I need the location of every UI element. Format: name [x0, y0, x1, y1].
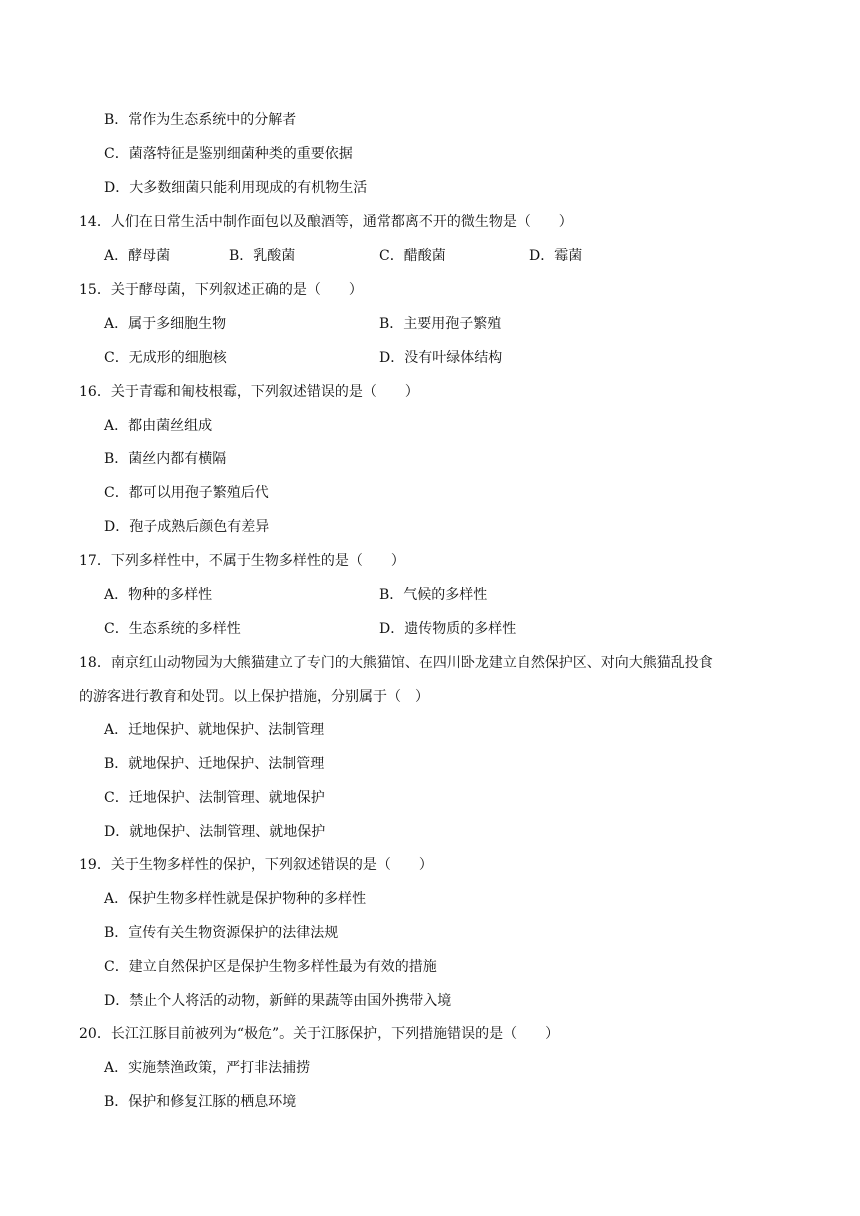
q15-stem: 15．关于酵母菌，下列叙述正确的是（ ）: [79, 282, 363, 298]
q19-option-c: C．建立自然保护区是保护生物多样性最为有效的措施: [104, 959, 437, 975]
q19-stem: 19．关于生物多样性的保护，下列叙述错误的是（ ）: [79, 857, 433, 873]
q13-option-c: C．菌落特征是鉴别细菌种类的重要依据: [104, 146, 353, 162]
q15-option-c: C．无成形的细胞核: [104, 350, 227, 366]
q14-option-d: D．霉菌: [529, 248, 583, 264]
q18-option-b: B．就地保护、迁地保护、法制管理: [104, 756, 325, 772]
q17-option-a: A．物种的多样性: [104, 587, 213, 603]
q16-option-d: D．孢子成熟后颜色有差异: [104, 519, 270, 535]
q19-option-b: B．宣传有关生物资源保护的法律法规: [104, 925, 339, 941]
q18-option-c: C．迁地保护、法制管理、就地保护: [104, 790, 325, 806]
q20-stem: 20．长江江豚目前被列为“极危”。关于江豚保护，下列措施错误的是（ ）: [79, 1026, 560, 1042]
q13-option-b: B．常作为生态系统中的分解者: [104, 112, 297, 128]
q20-option-b: B．保护和修复江豚的栖息环境: [104, 1094, 297, 1110]
q17-option-d: D．遗传物质的多样性: [379, 621, 517, 637]
q14-option-b: B．乳酸菌: [229, 248, 296, 264]
q17-stem: 17．下列多样性中，不属于生物多样性的是（ ）: [79, 553, 405, 569]
q14-stem: 14．人们在日常生活中制作面包以及酿酒等，通常都离不开的微生物是（ ）: [79, 214, 573, 230]
q18-option-a: A．迁地保护、就地保护、法制管理: [104, 722, 325, 738]
q14-option-c: C．醋酸菌: [379, 248, 446, 264]
q15-option-d: D．没有叶绿体结构: [379, 350, 503, 366]
q19-option-d: D．禁止个人将活的动物，新鲜的果蔬等由国外携带入境: [104, 993, 452, 1009]
q19-option-a: A．保护生物多样性就是保护物种的多样性: [104, 891, 367, 907]
q16-stem: 16．关于青霉和匍枝根霉，下列叙述错误的是（ ）: [79, 384, 419, 400]
q18-stem-line2: 的游客进行教育和处罚。以上保护措施，分别属于（ ）: [79, 689, 429, 705]
q20-option-a: A．实施禁渔政策，严打非法捕捞: [104, 1060, 311, 1076]
q13-option-d: D．大多数细菌只能利用现成的有机物生活: [104, 180, 368, 196]
q16-option-a: A．都由菌丝组成: [104, 418, 213, 434]
q18-option-d: D．就地保护、法制管理、就地保护: [104, 824, 326, 840]
q15-option-a: A．属于多细胞生物: [104, 316, 227, 332]
q14-option-a: A．酵母菌: [104, 248, 171, 264]
q17-option-b: B．气候的多样性: [379, 587, 488, 603]
q16-option-b: B．菌丝内都有横隔: [104, 451, 227, 467]
q17-option-c: C．生态系统的多样性: [104, 621, 241, 637]
q16-option-c: C．都可以用孢子繁殖后代: [104, 485, 269, 501]
q15-option-b: B．主要用孢子繁殖: [379, 316, 502, 332]
q18-stem-line1: 18．南京红山动物园为大熊猫建立了专门的大熊猫馆、在四川卧龙建立自然保护区、对向大熊猫乱投食: [79, 655, 713, 671]
